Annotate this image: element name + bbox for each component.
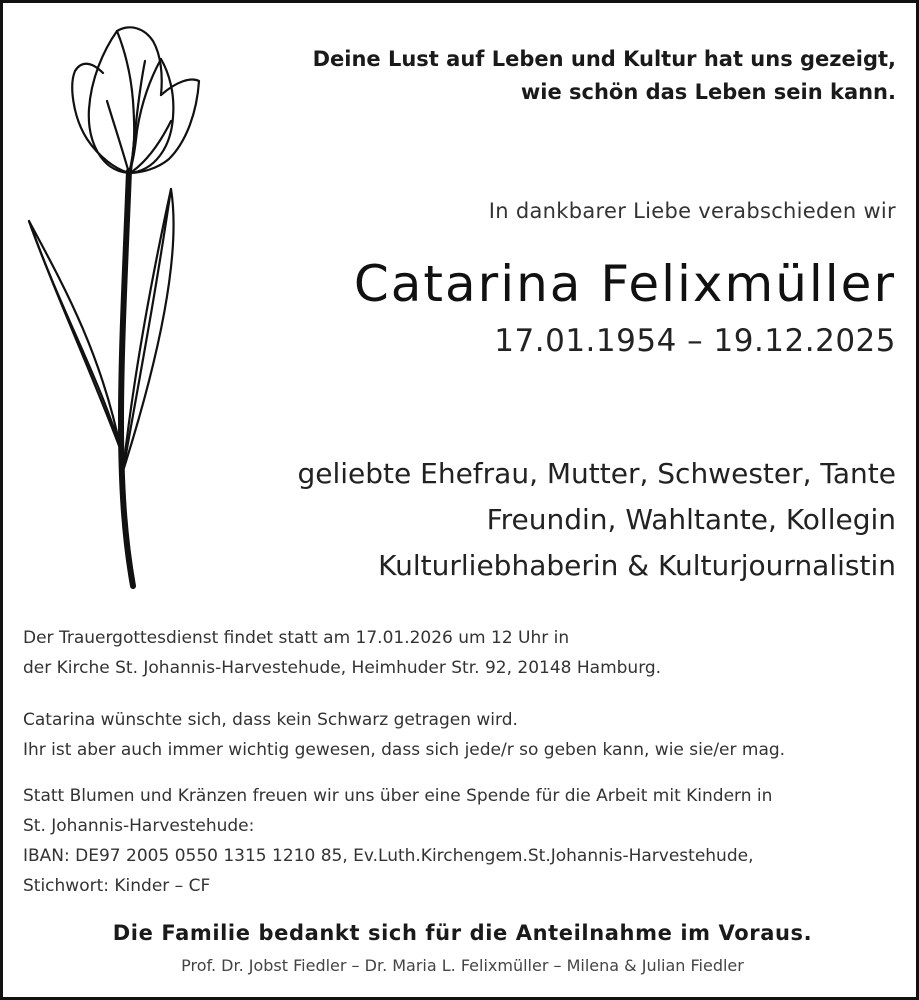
dress-line: Catarina wünschte sich, dass kein Schwarz getragen wird. — [23, 710, 518, 730]
service-info — [23, 623, 903, 683]
dress-note — [23, 705, 903, 765]
motto-line: Deine Lust auf Leben und Kultur hat uns gezeigt, — [312, 47, 896, 71]
role-line: geliebte Ehefrau, Mutter, Schwester, Tante — [297, 457, 896, 490]
donation-keyword: Stichwort: Kinder – CF — [23, 876, 211, 896]
life-dates: 17.01.1954 – 19.12.2025 — [494, 323, 896, 359]
tulip-icon — [21, 21, 221, 596]
closing-thanks: Die Familie bedankt sich für die Anteilnahme im Voraus. — [112, 921, 813, 945]
signers: Prof. Dr. Jobst Fiedler – Dr. Maria L. Felixmüller – Milena & Julian Fiedler — [181, 956, 744, 975]
motto-line: wie schön das Leben sein kann. — [520, 80, 896, 104]
donation-line: St. Johannis-Harvestehude: — [23, 816, 255, 836]
dress-line: Ihr ist aber auch immer wichtig gewesen, dass sich jede/r so geben kann, wie sie/er mag. — [23, 740, 786, 760]
role-line: Kulturliebhaberin & Kulturjournalistin — [378, 549, 896, 582]
role-line: Freundin, Wahltante, Kollegin — [486, 503, 896, 536]
donation-line: Statt Blumen und Kränzen freuen wir uns über eine Spende für die Arbeit mit Kindern in — [23, 786, 773, 806]
service-line: der Kirche St. Johannis-Harvestehude, Heimhuder Str. 92, 20148 Hamburg. — [23, 658, 662, 678]
deceased-name: Catarina Felixmüller — [353, 255, 896, 313]
intro-text: In dankbarer Liebe verabschieden wir — [488, 199, 896, 223]
donation-info — [23, 781, 903, 901]
motto — [313, 43, 896, 109]
roles-list — [297, 451, 896, 589]
service-line: Der Trauergottesdienst findet statt am 17.01.2026 um 12 Uhr in — [23, 628, 570, 648]
donation-iban: IBAN: DE97 2005 0550 1315 1210 85, Ev.Luth.Kirchengem.St.Johannis-Harvestehude, — [23, 846, 754, 866]
